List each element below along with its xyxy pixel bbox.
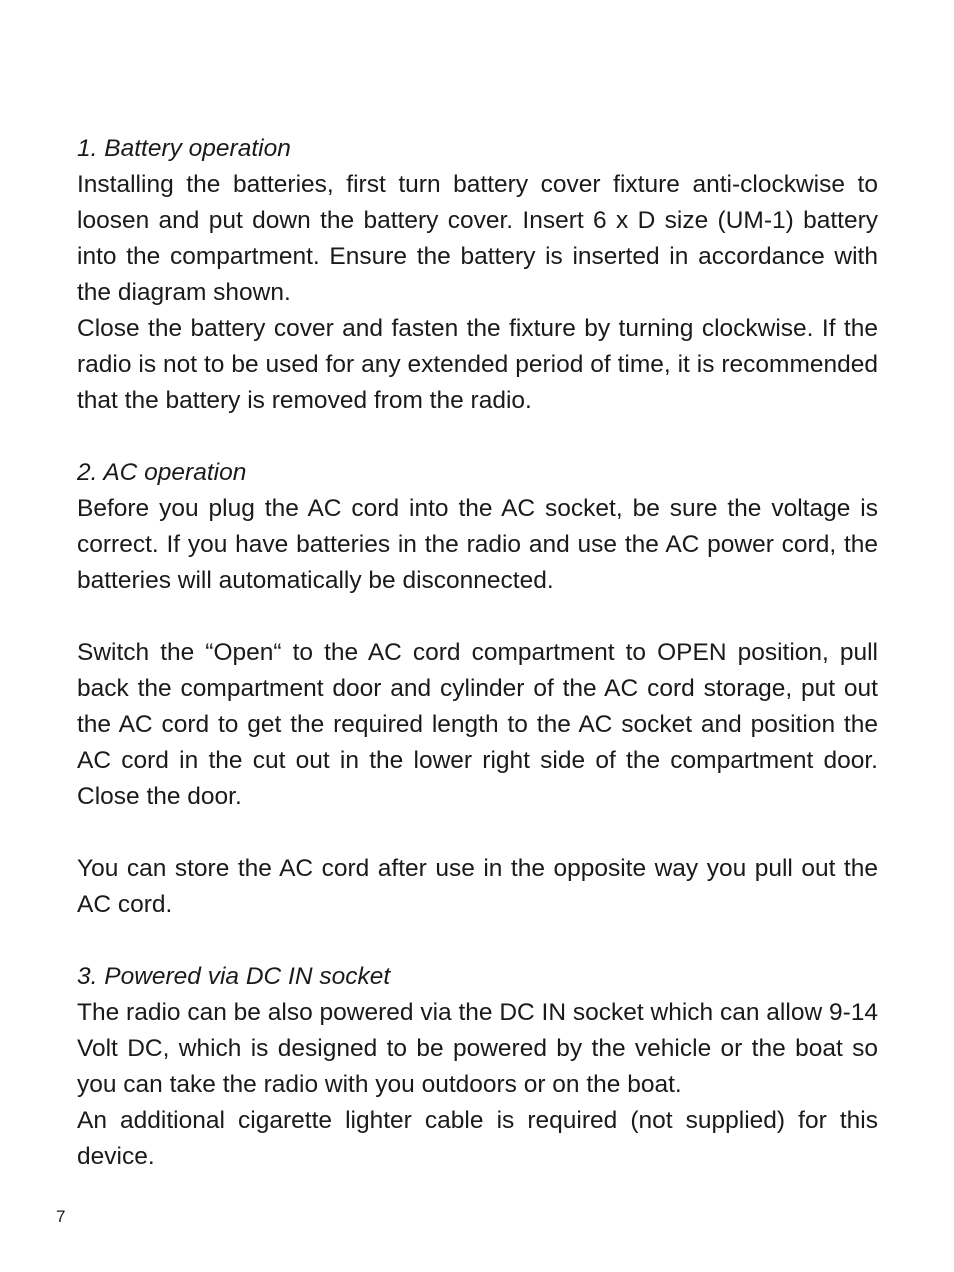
dc-in-paragraph: The radio can be also powered via the DC IN socket which can allow 9-14 Volt DC, which is designed to be powered by the vehicle or the boat so you can take the radio with you outdoors or on the boat. <box>77 999 878 1098</box>
page-number: 7 <box>56 1207 66 1226</box>
paragraph-spacer <box>77 599 878 635</box>
ac-cord-compartment-paragraph: Switch the “Open“ to the AC cord compartment to OPEN position, pull back the compartment door and cylinder of the AC cord storage, put out the AC cord to get the required length to the AC socket and position the AC cord in the cut out in the lower right side of the compartment door. Close the door. <box>77 639 878 810</box>
battery-cover-paragraph: Close the battery cover and fasten the fixture by turning clockwise. If the radio is not to be used for any extended period of time, it is recommended that the battery is removed from the radio. <box>77 315 878 414</box>
ac-cord-store-paragraph: You can store the AC cord after use in the opposite way you pull out the AC cord. <box>77 855 878 918</box>
section-heading-ac-operation: 2. AC operation <box>77 459 247 486</box>
section-spacer <box>77 419 878 455</box>
cigarette-lighter-paragraph: An additional cigarette lighter cable is required (not supplied) for this device. <box>77 1107 878 1170</box>
section-heading-battery-operation: 1. Battery operation <box>77 135 291 162</box>
battery-install-paragraph: Installing the batteries, first turn battery cover fixture anti-clockwise to loosen and put down the battery cover. Insert 6 x D size (UM-1) battery into the compartment. Ensure the battery is inserted in accordance with the diagram shown. <box>77 171 878 306</box>
paragraph-spacer <box>77 815 878 851</box>
manual-page-content <box>77 131 878 1175</box>
section-heading-dc-in-socket: 3. Powered via DC IN socket <box>77 963 391 990</box>
section-spacer <box>77 923 878 959</box>
ac-voltage-paragraph: Before you plug the AC cord into the AC socket, be sure the voltage is correct. If you have batteries in the radio and use the AC power cord, the batteries will automatically be disconnected. <box>77 495 878 594</box>
